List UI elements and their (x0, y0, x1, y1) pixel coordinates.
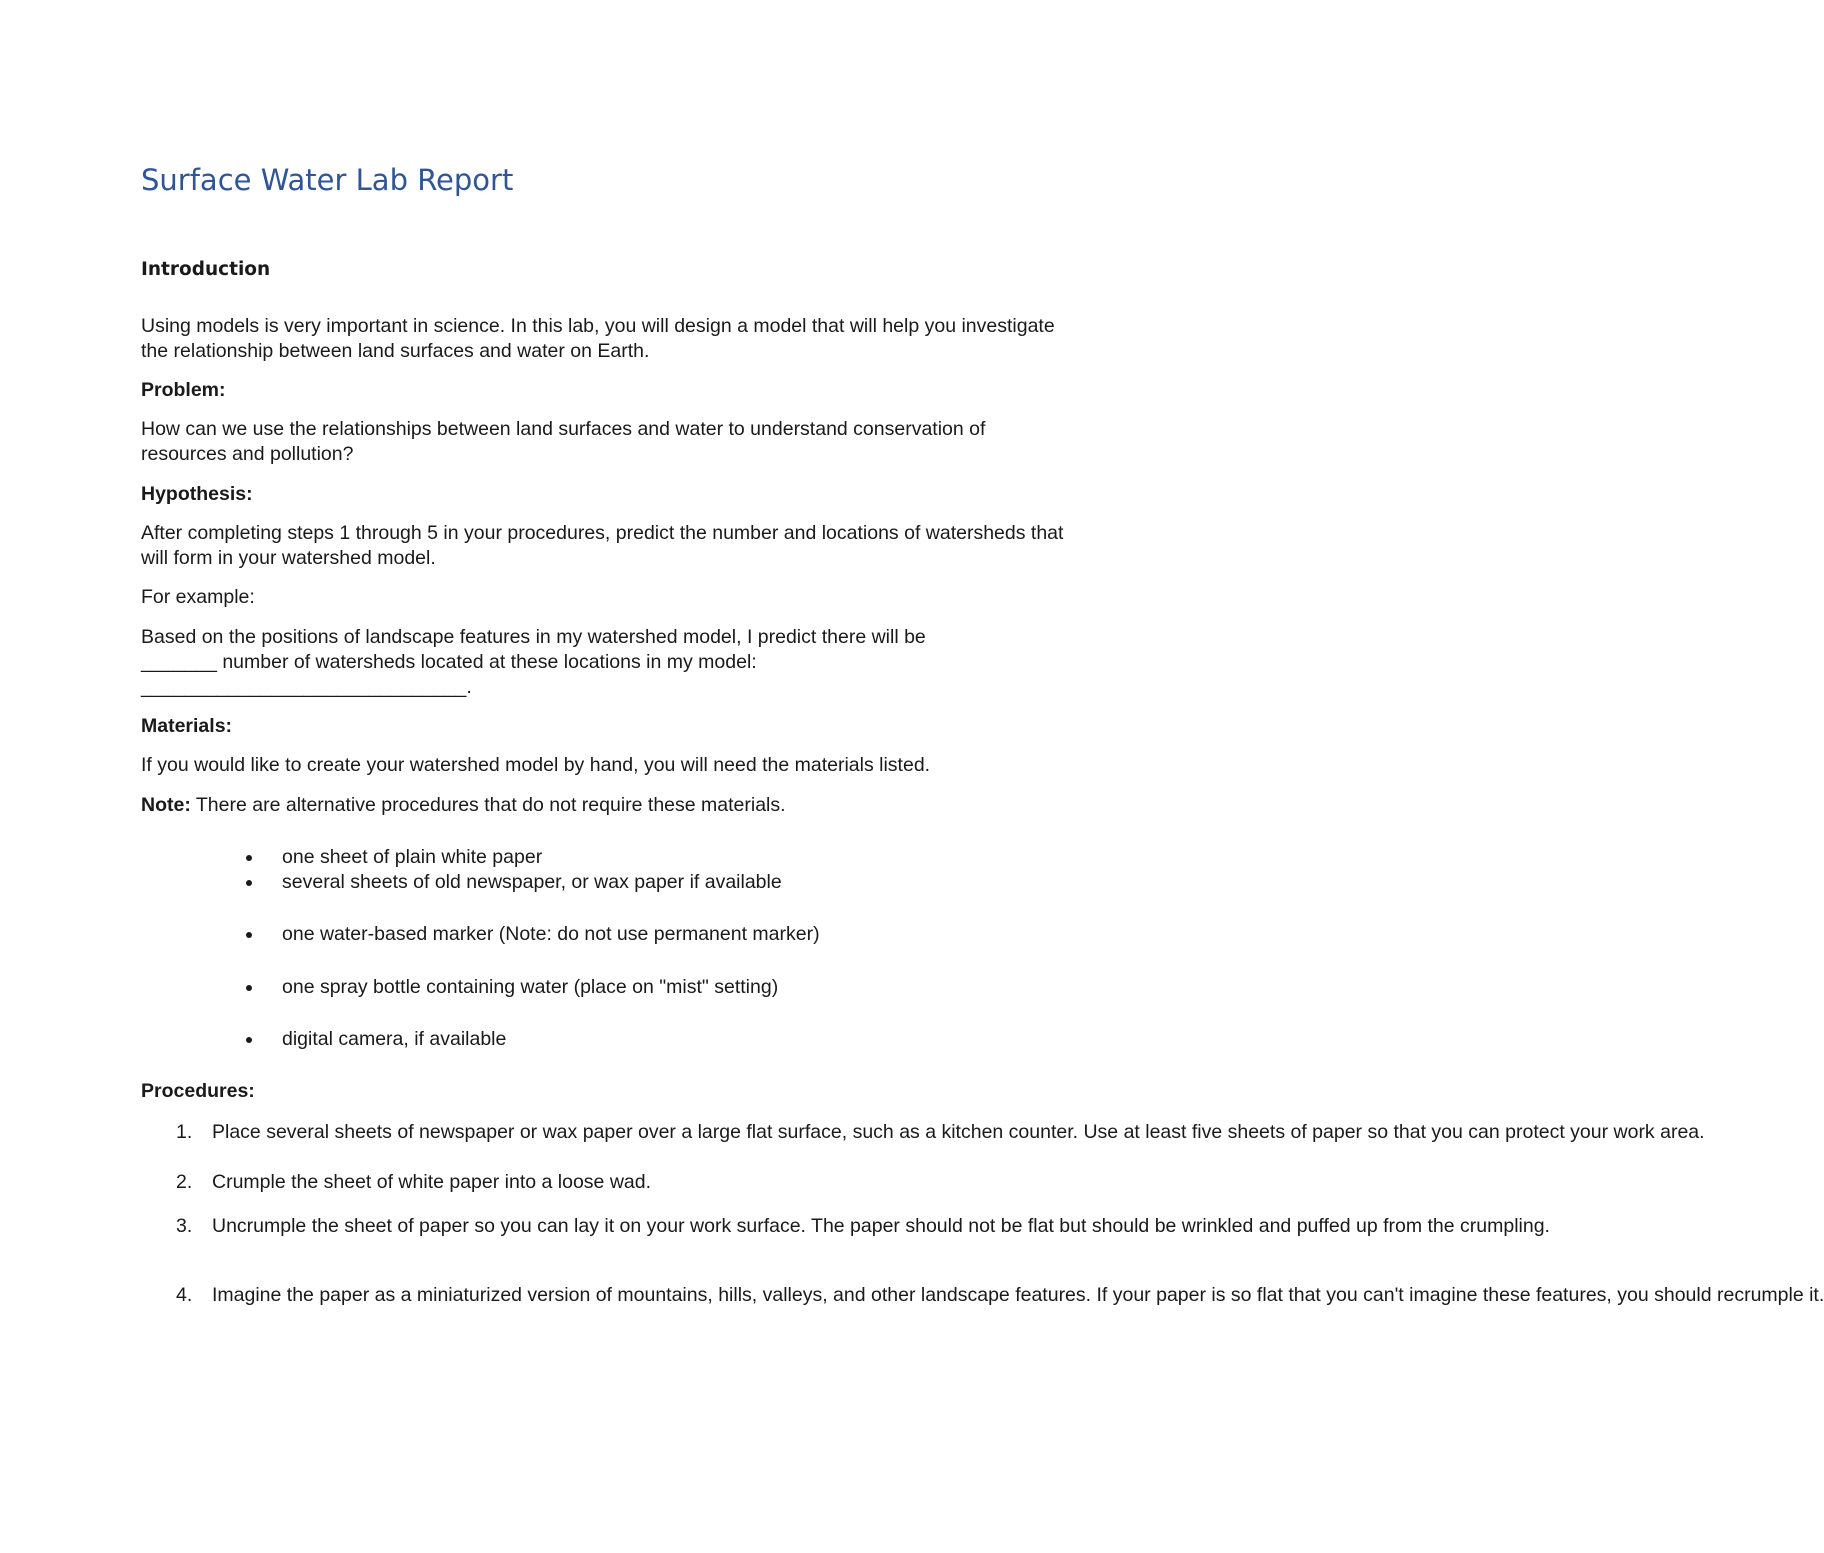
materials-text: If you would like to create your watershed model by hand, you will need the materials listed. (141, 754, 931, 776)
step-text: Place several sheets of newspaper or wax paper over a large flat surface, such as a kitchen counter. Use at least five sheets of paper so that you can protect your work area. (212, 1121, 1705, 1143)
step-text: Crumple the sheet of white paper into a loose wad. (212, 1171, 652, 1193)
page-title: Surface Water Lab Report (141, 163, 514, 197)
bullet-icon (246, 855, 252, 861)
step-number: 3. (176, 1215, 193, 1237)
introduction-text: Using models is very important in science. In this lab, you will design a model that will help you investigate the relationship between land surfaces and water on Earth. (141, 315, 1055, 362)
bullet-icon (246, 932, 252, 938)
step-number: 2. (176, 1171, 193, 1193)
hypothesis-text: After completing steps 1 through 5 in your procedures, predict the number and locations of watersheds that will form in your watershed model. (141, 522, 1064, 569)
example-line-1: Based on the positions of landscape features in my watershed model, I predict there will be (141, 626, 926, 648)
step-number: 1. (176, 1121, 193, 1143)
example-line-3: ______________________________. (141, 676, 472, 698)
example-label: For example: (141, 586, 255, 608)
introduction-heading: Introduction (141, 259, 271, 280)
bullet-icon (246, 985, 252, 991)
note-label: Note: (141, 794, 191, 816)
note-text: There are alternative procedures that do not require these materials. (190, 794, 786, 816)
materials-note (141, 793, 1071, 818)
example-line-2: _______ number of watersheds located at these locations in my model: (141, 651, 757, 673)
step-number: 4. (176, 1284, 193, 1306)
step-text: Uncrumple the sheet of paper so you can lay it on your work surface. The paper should not be flat but should be wrinkled and puffed up from the crumpling. (212, 1215, 1550, 1237)
bullet-icon (246, 880, 252, 886)
step-text: Imagine the paper as a miniaturized version of mountains, hills, valleys, and other landscape features. If your paper is so flat that you can't imagine these features, you should recrumple it. (212, 1284, 1824, 1306)
problem-text: How can we use the relationships between land surfaces and water to understand conservation of resources and pollution? (141, 418, 986, 465)
procedures-heading: Procedures: (141, 1080, 255, 1102)
hypothesis-heading: Hypothesis: (141, 483, 253, 505)
bullet-icon (246, 1037, 252, 1043)
materials-heading: Materials: (141, 715, 233, 737)
problem-heading: Problem: (141, 379, 226, 401)
